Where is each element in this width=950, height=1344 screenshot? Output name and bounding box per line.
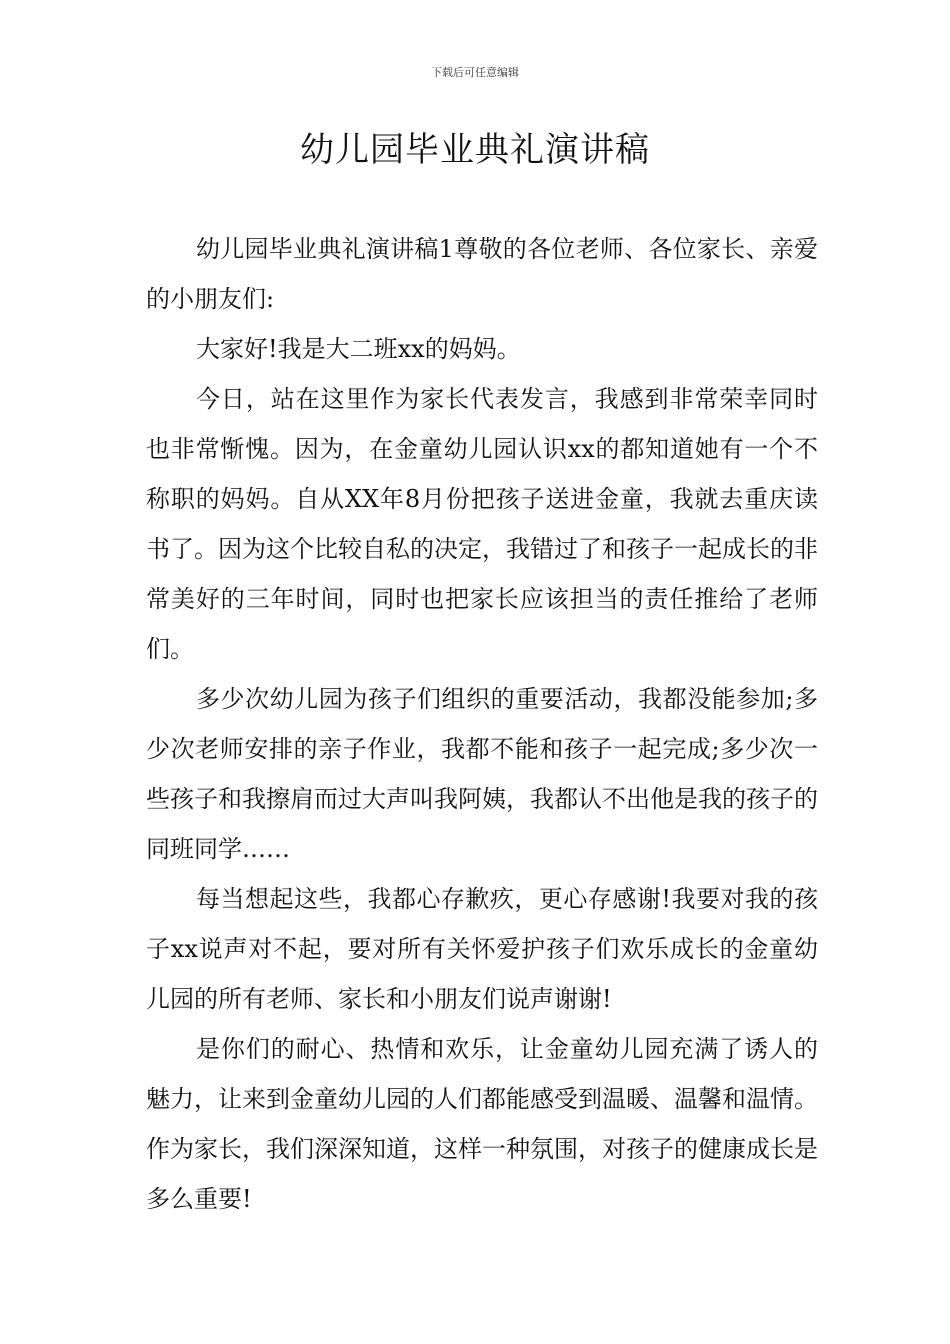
paragraph-2: 大家好!我是大二班xx的妈妈。 — [196, 335, 521, 363]
document-title: 幼儿园毕业典礼演讲稿 — [300, 130, 650, 170]
paragraph-6: 是你们的耐心、热情和欢乐，让金童幼儿园充满了诱人的魅力，让来到金童幼儿园的人们都能感受到温暖、温馨和温情。作为家长，我们深深知道，这样一种氛围，对孩子的健康成长是多么重要! — [146, 1035, 818, 1213]
document-body — [146, 224, 818, 1224]
header-note: 下载后可任意编辑 — [431, 66, 519, 79]
paragraph-1: 幼儿园毕业典礼演讲稿1尊敬的各位老师、各位家长、亲爱的小朋友们: — [146, 235, 818, 313]
paragraph-3: 今日，站在这里作为家长代表发言，我感到非常荣幸同时也非常惭愧。因为，在金童幼儿园认识xx的都知道她有一个不称职的妈妈。自从XX年8月份把孩子送进金童，我就去重庆读书了。因为这个比较自私的决定，我错过了和孩子一起成长的非常美好的三年时间，同时也把家长应该担当的责任推给了老师们。 — [146, 385, 818, 663]
paragraph-4: 多少次幼儿园为孩子们组织的重要活动，我都没能参加;多少次老师安排的亲子作业，我都不能和孩子一起完成;多少次一些孩子和我擦肩而过大声叫我阿姨，我都认不出他是我的孩子的同班同学…… — [146, 685, 818, 863]
paragraph-5: 每当想起这些，我都心存歉疚，更心存感谢!我要对我的孩子xx说声对不起，要对所有关怀爱护孩子们欢乐成长的金童幼儿园的所有老师、家长和小朋友们说声谢谢! — [146, 885, 818, 1013]
